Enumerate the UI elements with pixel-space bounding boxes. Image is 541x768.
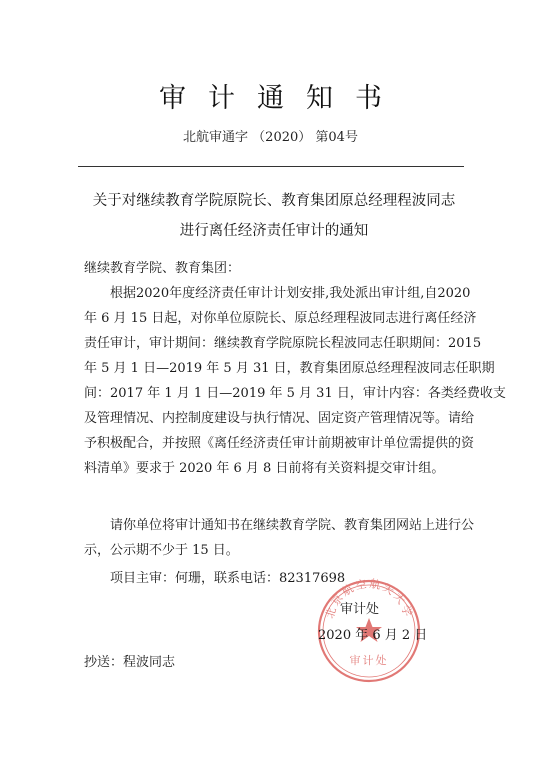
addressee: 继续教育学院、教育集团： bbox=[84, 261, 241, 276]
body-line: 料清单》要求于 2020 年 6 月 8 日前将有关资料提交审计组。 bbox=[84, 461, 445, 476]
document-title: 审计通知书 bbox=[159, 83, 404, 114]
document-subject bbox=[74, 186, 474, 246]
carbon-copy: 抄送：程波同志 bbox=[84, 655, 176, 670]
signature-date: 2020 年 6 月 2 日 bbox=[318, 628, 428, 643]
body-line: 间：2017 年 1 月 1 日—2019 年 5 月 31 日，审计内容：各类经费收支 bbox=[84, 386, 506, 401]
body-line: 根据2020年度经济责任审计计划安排,我处派出审计组,自2020 bbox=[84, 286, 471, 301]
body-line: 予积极配合，并按照《离任经济责任审计前期被审计单位需提供的资 bbox=[84, 436, 475, 451]
seal-outer-text: 北京航空航天大学 bbox=[323, 577, 415, 620]
subject-line: 进行离任经济责任审计的通知 bbox=[179, 223, 369, 239]
body-paragraph-2 bbox=[84, 513, 475, 563]
seal-inner-text: 审计处 bbox=[349, 654, 389, 667]
body-line: 示，公示期不少于 15 日。 bbox=[84, 543, 239, 558]
document-number: 北航审通字 （2020） 第04号 bbox=[183, 130, 358, 145]
body-line: 责任审计，审计期间：继续教育学院原院长程波同志任职期间：2015 bbox=[84, 336, 482, 351]
body-paragraph-1 bbox=[84, 281, 506, 481]
body-line: 年 6 月 15 日起，对你单位原院长、原总经理程波同志进行离任经济 bbox=[84, 311, 477, 326]
subject-line: 关于对继续教育学院原院长、教育集团原总经理程波同志 bbox=[92, 193, 456, 209]
project-contact: 项目主审：何珊，联系电话：82317698 bbox=[110, 571, 346, 586]
body-line: 请你单位将审计通知书在继续教育学院、教育集团网站上进行公 bbox=[84, 518, 475, 533]
header-divider bbox=[78, 166, 464, 167]
body-line: 及管理情况、内控制度建设与执行情况、固定资产管理情况等。请给 bbox=[84, 411, 475, 426]
signature-organization: 审计处 bbox=[340, 602, 380, 617]
body-line: 年 5 月 1 日—2019 年 5 月 31 日，教育集团原总经理程波同志任职期 bbox=[84, 361, 495, 376]
